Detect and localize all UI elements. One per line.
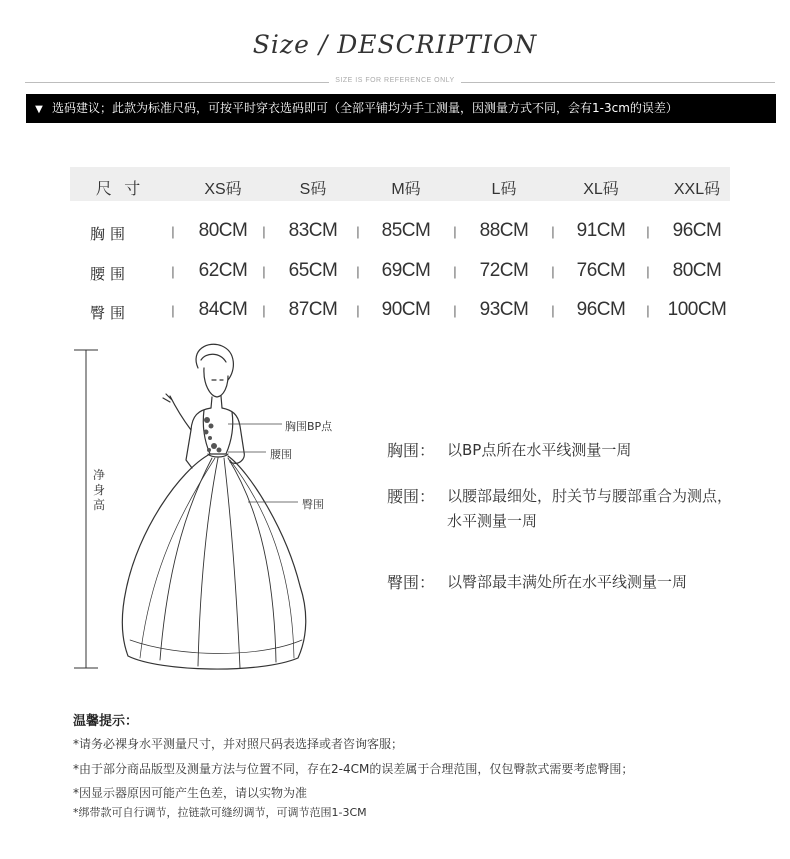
- cell-separator: |: [551, 264, 555, 279]
- desc-hip-heading: 臀围：: [387, 573, 436, 592]
- size-col-m: M码: [391, 181, 421, 198]
- tip-item: *由于部分商品版型及测量方法与位置不同，存在2-4CM的误差属于合理范围，仅包臀款式需要考虑臀围；: [73, 762, 634, 776]
- bust-point-label: 胸围BP点: [285, 420, 333, 433]
- cell-waist-2: 69CM: [381, 260, 431, 281]
- tip-item: *绑带款可自行调节，拉链款可缝纫调节，可调节范围1-3CM: [73, 806, 367, 819]
- cell-separator: |: [551, 224, 555, 239]
- subtitle-text: SIZE IS FOR REFERENCE ONLY: [329, 77, 460, 84]
- size-col-l: L码: [491, 181, 517, 198]
- cell-separator: |: [646, 303, 650, 318]
- cell-waist-4: 76CM: [576, 260, 626, 281]
- cell-bust-5: 96CM: [672, 220, 722, 241]
- height-label: 净身高: [92, 468, 105, 512]
- cell-waist-1: 65CM: [288, 260, 338, 281]
- size-header-label: 尺 寸: [95, 181, 145, 198]
- cell-separator: |: [453, 224, 457, 239]
- cell-bust-0: 80CM: [198, 220, 248, 241]
- cell-separator: |: [262, 264, 266, 279]
- cell-hip-2: 90CM: [381, 299, 431, 320]
- cell-separator: |: [171, 303, 175, 318]
- cell-separator: |: [646, 264, 650, 279]
- cell-waist-0: 62CM: [198, 260, 248, 281]
- waist-label: 腰围: [270, 448, 292, 461]
- size-col-xl: XL码: [583, 181, 619, 198]
- cell-separator: |: [453, 264, 457, 279]
- cell-separator: |: [551, 303, 555, 318]
- desc-waist-text: 以腰部最细处，肘关节与腰部重合为测点，水平测量一周: [447, 487, 733, 530]
- cell-separator: |: [262, 303, 266, 318]
- cell-separator: |: [646, 224, 650, 239]
- row-label-waist: 腰围: [89, 265, 130, 283]
- hip-label: 臀围: [302, 498, 324, 511]
- page-subtitle: [0, 77, 790, 84]
- cell-bust-4: 91CM: [576, 220, 626, 241]
- cell-hip-0: 84CM: [198, 299, 248, 320]
- size-col-s: S码: [299, 181, 327, 198]
- notice-text: 选码建议；此款为标准尺码，可按平时穿衣选码即可（全部平铺均为手工测量，因测量方式不同，会有1-3cm的误差）: [52, 101, 678, 115]
- desc-bust-text: 以BP点所在水平线测量一周: [447, 441, 632, 459]
- tip-item: *请务必裸身水平测量尺寸，并对照尺码表选择或者咨询客服；: [73, 737, 404, 751]
- cell-separator: |: [262, 224, 266, 239]
- desc-bust-heading: 胸围：: [387, 441, 436, 460]
- cell-hip-4: 96CM: [576, 299, 626, 320]
- cell-bust-2: 85CM: [381, 220, 431, 241]
- cell-waist-3: 72CM: [479, 260, 529, 281]
- notice-bar: [26, 94, 776, 123]
- desc-waist-heading: 腰围：: [387, 487, 436, 506]
- cell-hip-3: 93CM: [479, 299, 529, 320]
- page-title: Size / DESCRIPTION: [252, 30, 538, 59]
- cell-waist-5: 80CM: [672, 260, 722, 281]
- cell-bust-1: 83CM: [288, 220, 338, 241]
- cell-separator: |: [356, 224, 360, 239]
- size-col-xxl: XXL码: [673, 181, 721, 198]
- cell-separator: |: [356, 303, 360, 318]
- cell-separator: |: [171, 264, 175, 279]
- cell-separator: |: [171, 224, 175, 239]
- cell-bust-3: 88CM: [479, 220, 529, 241]
- cell-hip-1: 87CM: [288, 299, 338, 320]
- cell-separator: |: [356, 264, 360, 279]
- triangle-down-icon: ▼: [35, 104, 43, 115]
- cell-hip-5: 100CM: [667, 299, 727, 320]
- row-label-bust: 胸围: [89, 225, 130, 243]
- tips-title: 温馨提示：: [73, 714, 139, 729]
- tip-item: *因显示器原因可能产生色差，请以实物为准: [73, 786, 308, 800]
- desc-hip-text: 以臀部最丰满处所在水平线测量一周: [447, 573, 688, 591]
- cell-separator: |: [453, 303, 457, 318]
- row-label-hip: 臀围: [89, 304, 130, 322]
- size-col-xs: XS码: [204, 181, 242, 198]
